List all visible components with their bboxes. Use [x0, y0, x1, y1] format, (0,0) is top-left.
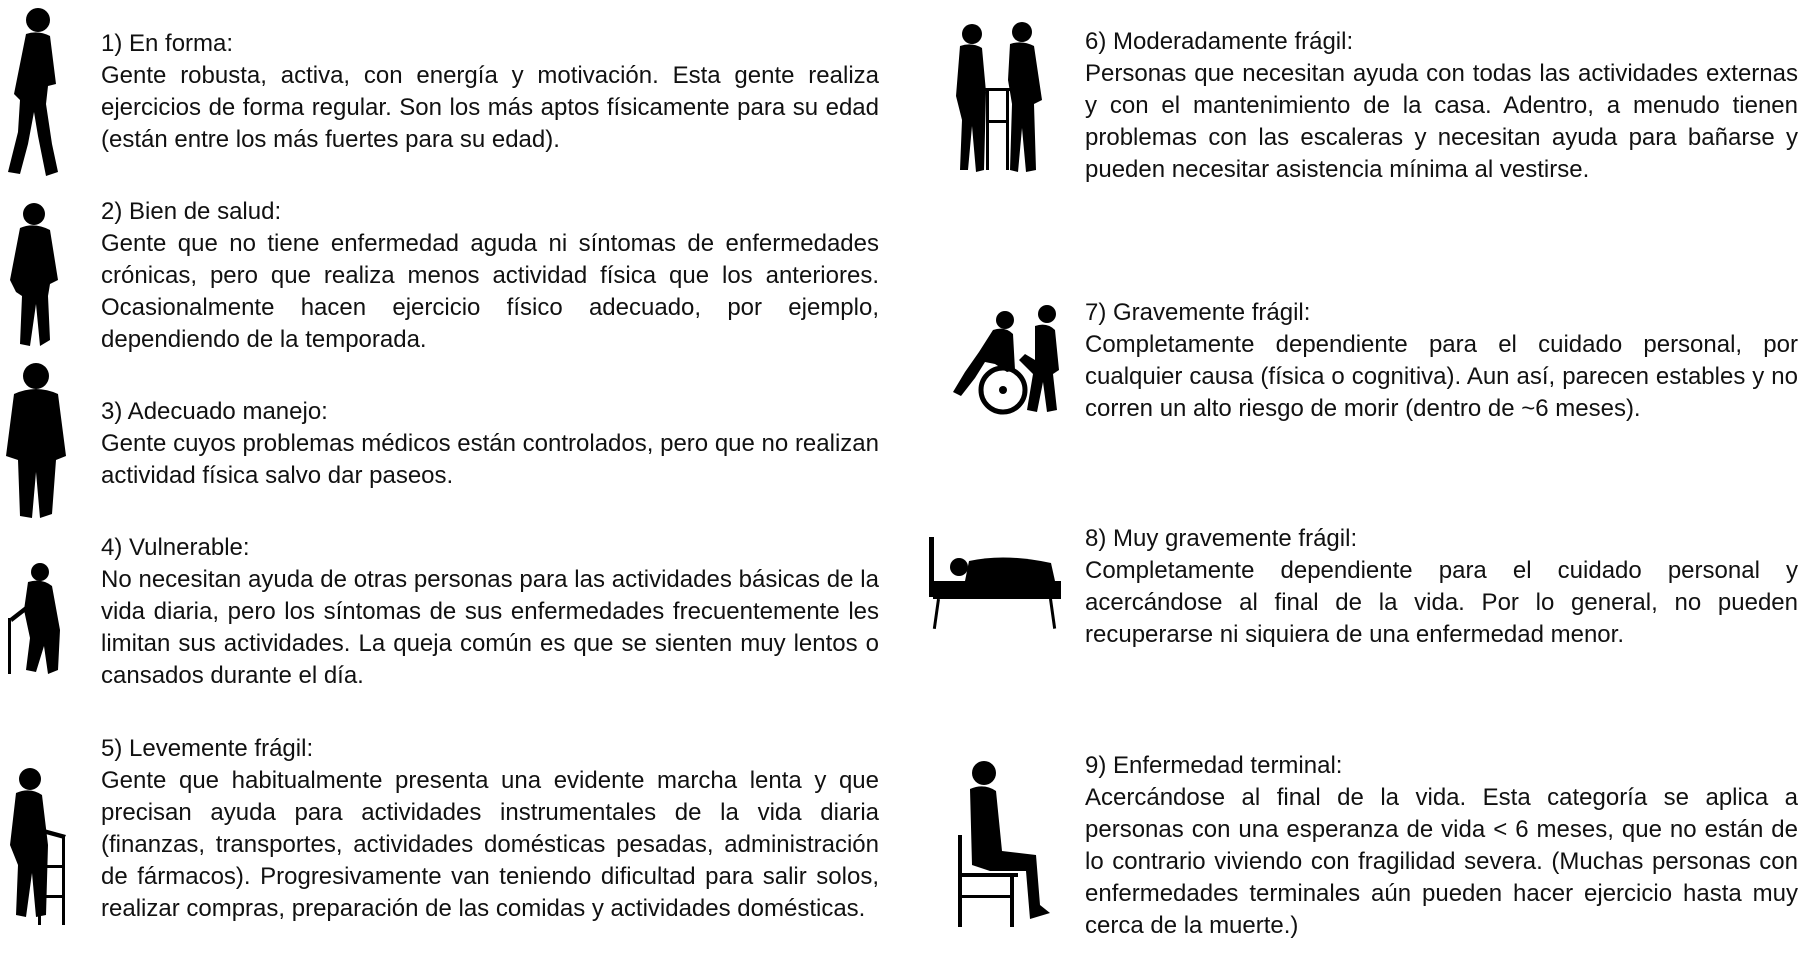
category-description: Gente que no tiene enfermedad aguda ni síntomas de enfermedades crónicas, pero que realiza menos actividad física que los anteriores. Ocasionalmente hacen ejercicio físico adecuado, por ejemplo, dependiendo de la temporada.: [101, 230, 879, 353]
person-in-bed-icon: [925, 535, 1065, 635]
category-title: 8) Muy gravemente frágil:: [1085, 525, 1358, 552]
category-title: 2) Bien de salud:: [101, 198, 282, 225]
walking-person-icon: [0, 4, 66, 180]
category-7: [1085, 297, 1798, 425]
category-description: Gente robusta, activa, con energía y motivación. Esta gente realiza ejercicios de forma regular. Son los más aptos físicamente para su edad (están entre los más fuertes para su edad).: [101, 62, 879, 153]
category-title: 1) En forma:: [101, 30, 234, 57]
category-title: 7) Gravemente frágil:: [1085, 299, 1311, 326]
standing-person-icon: [0, 360, 70, 525]
category-title: 9) Enfermedad terminal:: [1085, 752, 1343, 779]
category-2: [101, 196, 879, 356]
person-with-walker-and-helper-icon: [950, 20, 1050, 185]
person-with-walker-icon: [0, 765, 70, 933]
category-description: Gente cuyos problemas médicos están controlados, pero que no realizan actividad física salvo dar paseos.: [101, 430, 879, 489]
category-description: No necesitan ayuda de otras personas para las actividades básicas de la vida diaria, pero los síntomas de sus enfermedades frecuentemente les limitan sus actividades. La queja común es que se sienten muy lentos o cansados durante el día.: [101, 566, 879, 689]
category-description: Gente que habitualmente presenta una evidente marcha lenta y que precisan ayuda para actividades instrumentales de la vida diaria (finanzas, transportes, actividades domésticas pesadas, administración de fármacos). Progresivamente van teniendo dificultad para salir solos, realizar compras, preparación de las comidas y actividades domésticas.: [101, 767, 879, 922]
category-4: [101, 532, 879, 692]
category-6: [1085, 26, 1798, 186]
category-8: [1085, 523, 1798, 651]
category-3: [101, 396, 879, 492]
category-9: [1085, 750, 1798, 942]
wheelchair-with-helper-icon: [935, 300, 1065, 420]
category-title: 6) Moderadamente frágil:: [1085, 28, 1354, 55]
category-5: [101, 733, 879, 925]
person-with-cane-icon: [0, 560, 70, 680]
category-title: 3) Adecuado manejo:: [101, 398, 328, 425]
category-description: Acercándose al final de la vida. Esta categoría se aplica a personas con una esperanza de vida < 6 meses, que no están de lo contrario viviendo con fragilidad severa. (Muchas personas con enfermedades terminales aún pueden hacer ejercicio hasta muy cerca de la muerte.): [1085, 784, 1798, 939]
category-description: Completamente dependiente para el cuidado personal, por cualquier causa (física o cognitiva). Aun así, parecen estables y no corren un alto riesgo de morir (dentro de ~6 meses).: [1085, 331, 1798, 422]
category-1: [101, 28, 879, 156]
category-title: 5) Levemente frágil:: [101, 735, 314, 762]
category-title: 4) Vulnerable:: [101, 534, 250, 561]
category-description: Completamente dependiente para el cuidado personal y acercándose al final de la vida. Por lo general, no pueden recuperarse ni siquiera de una enfermedad menor.: [1085, 557, 1798, 648]
walking-person-icon: [0, 200, 66, 350]
category-description: Personas que necesitan ayuda con todas las actividades externas y con el mantenimiento de la casa. Adentro, a menudo tienen problemas con las escaleras y necesitan ayuda para bañarse y pueden necesitar asistencia mínima al vestirse.: [1085, 60, 1798, 183]
seated-person-icon: [950, 755, 1050, 931]
